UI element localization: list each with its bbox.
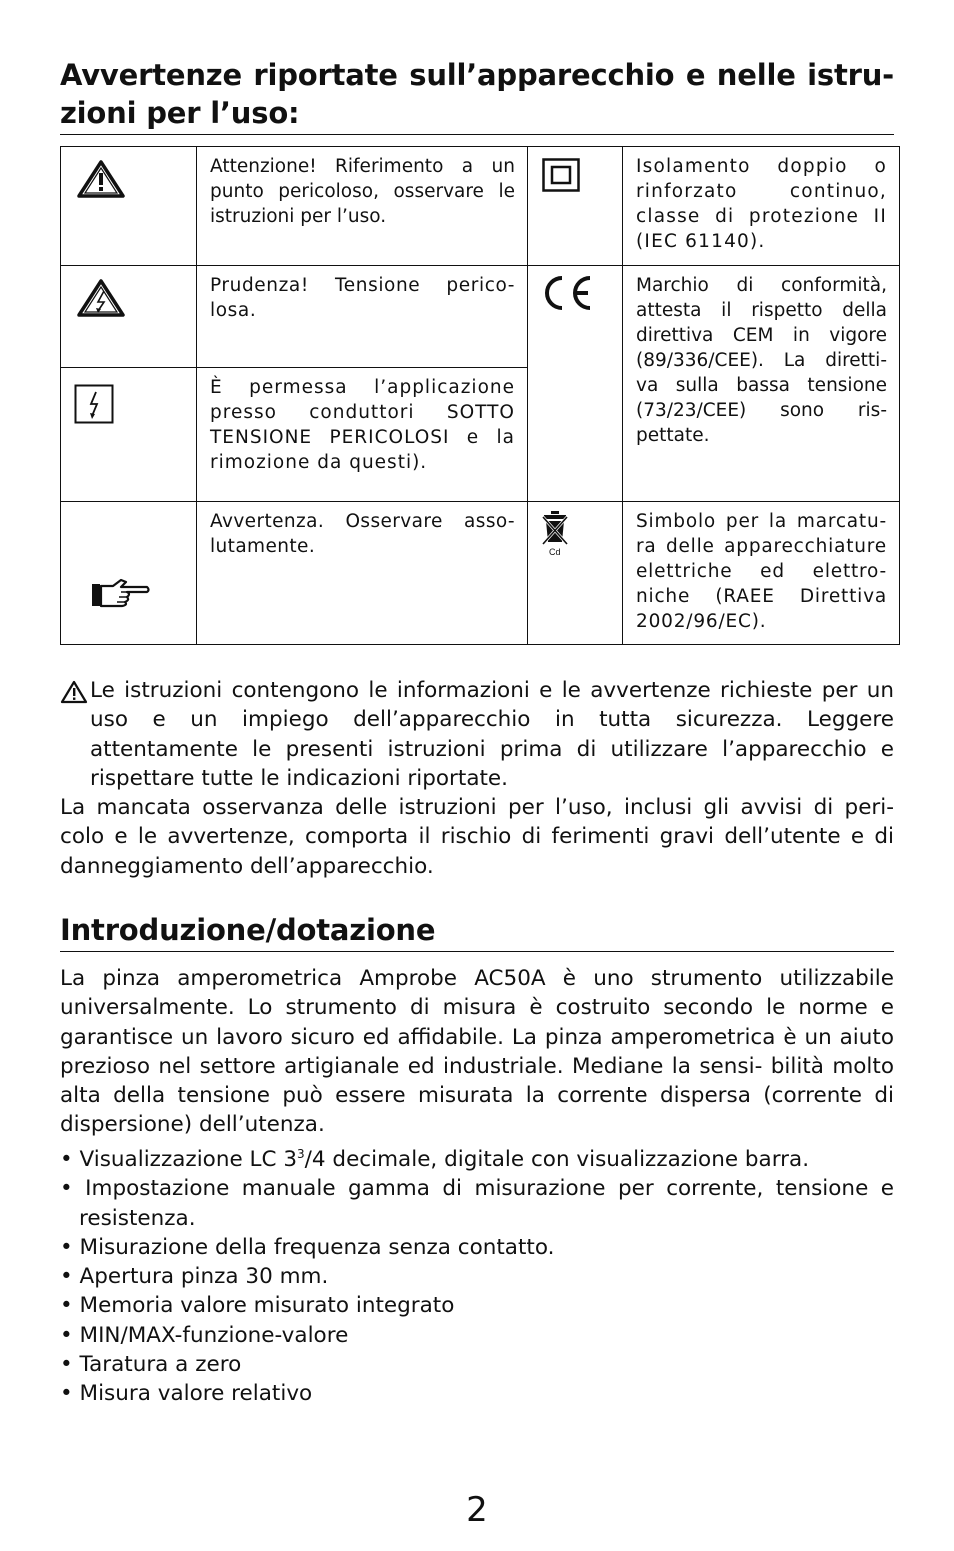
feature-text: • Visualizzazione LC 3 (60, 1147, 298, 1172)
list-item: • Misurazione della frequenza senza contatto. (60, 1234, 555, 1260)
live-conductor-icon (74, 384, 114, 424)
table-row (61, 147, 900, 266)
list-item: • Memoria valore misurato integrato (60, 1293, 455, 1319)
table-row (61, 502, 900, 645)
weee-cd-label: Cd (549, 547, 561, 557)
table-cell-text: Prudenza! Tensione perico- losa. (197, 266, 528, 368)
paragraph-consequences: La mancata osservanza delle istruzioni per l’uso, inclusi gli avvisi di peri- colo e le avvertenze, comporta il rischio di ferimenti gravi dell’utente e di danneggiamento dell’apparecchio. (60, 795, 894, 879)
table-cell-icon (528, 147, 623, 266)
table-cell-icon (528, 266, 623, 502)
warning-text: Le istruzioni contengono le informazioni e le avvertenze richieste per un uso e un impiego dell’apparecchio in tutta sicurezza. Leggere attentamente le presenti istruzioni prima di utilizzare l’apparecchio e rispettare tutte le indicazioni riportate. (90, 678, 894, 791)
list-item: • MIN/MAX-funzione-valore (60, 1322, 349, 1348)
double-insulation-icon (542, 158, 580, 192)
table-cell-text: Avvertenza. Osservare asso- lutamente. (197, 502, 528, 645)
warning-triangle-icon (60, 680, 88, 704)
section-heading-warnings: Avvertenze riportate sull’apparecchio e nelle istru- zioni per l’uso: (60, 56, 894, 135)
list-item: • Impostazione manuale gamma di misurazione per corrente, tensione e resistenza. (60, 1176, 894, 1231)
page-number: 2 (466, 1490, 488, 1530)
high-voltage-triangle-icon (76, 278, 126, 318)
table-cell-icon (61, 266, 197, 368)
table-row (61, 266, 900, 368)
table-cell-text: Marchio di conformità, attesta il rispetto della direttiva CEM in vigore (89/336/CEE). La diretti- va sulla bassa tensione (73/23/CEE) sono ris- pettate. (623, 266, 900, 502)
warning-text-block (60, 676, 894, 793)
list-item: • Taratura a zero (60, 1352, 242, 1378)
list-item (60, 1140, 894, 1174)
section-heading-intro: Introduzione/dotazione (60, 911, 894, 952)
table-cell-icon (528, 502, 623, 645)
warning-triangle-icon (76, 159, 126, 199)
weee-bin-icon (540, 510, 570, 558)
table-cell-icon (61, 502, 197, 645)
intro-paragraph: La pinza amperometrica Amprobe AC50A è uno strumento utilizzabile universalmente. Lo strumento di misura è costruito secondo le norme e garantisce un lavoro sicuro ed affidabile. La pinza amperometrica è un aiuto prezioso nel settore artigianale ed industriale. Mediane la sensi- bilità molto alta della tensione può essere misurata la corrente dispersa (corrente di dispersione) dell’utenza. (60, 966, 894, 1138)
table-cell-text: È permessa l’applicazione presso conduttori SOTTO TENSIONE PERICOLOSI e la rimozione da questi). (197, 368, 528, 502)
superscript: 3 (297, 1147, 305, 1161)
feature-list (60, 1140, 894, 1409)
feature-text: /4 decimale, digitale con visualizzazione barra. (304, 1147, 810, 1172)
symbols-table (60, 146, 900, 645)
table-cell-icon (61, 368, 197, 502)
pointing-hand-icon (91, 578, 151, 610)
table-cell-text: Attenzione! Riferimento a un punto pericoloso, osservare le istruzioni per l’uso. (197, 147, 528, 266)
list-item: • Misura valore relativo (60, 1381, 313, 1407)
table-cell-text: Isolamento doppio o rinforzato continuo, classe di protezione II (IEC 61140). (623, 147, 900, 266)
ce-mark-icon (540, 274, 595, 312)
safety-warning-paragraph (60, 676, 894, 793)
table-cell-text: Simbolo per la marcatu- ra delle apparecchiature elettriche ed elettro- niche (RAEE Direttiva 2002/96/EC). (623, 502, 900, 645)
table-cell-icon (61, 147, 197, 266)
list-item: • Apertura pinza 30 mm. (60, 1264, 329, 1290)
